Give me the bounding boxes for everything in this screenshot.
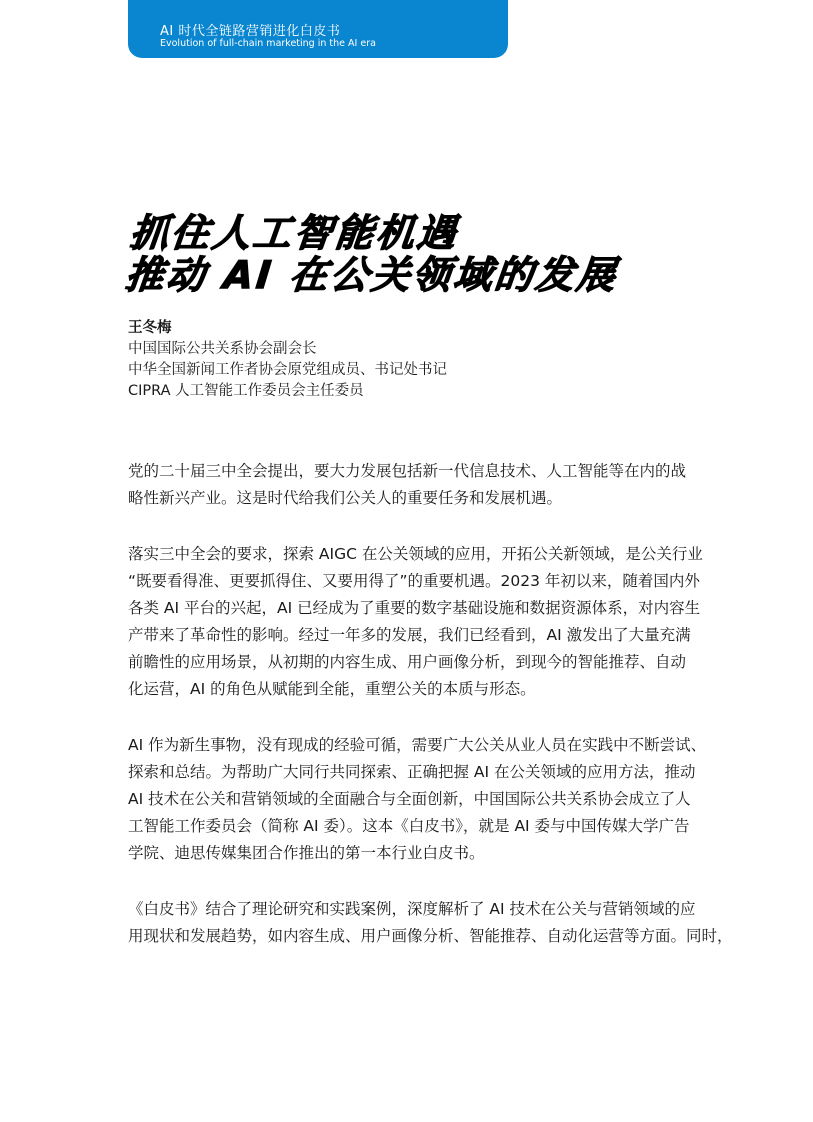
article-body bbox=[128, 458, 733, 979]
title-line-1: 抓住人工智能机遇 bbox=[127, 211, 461, 255]
paragraph-line: 产带来了革命性的影响。经过一年多的发展，我们已经看到，AI 激发出了大量充满 bbox=[128, 626, 691, 644]
author-role: CIPRA 人工智能工作委员会主任委员 bbox=[128, 383, 364, 399]
author-role: 中国国际公共关系协会副会长 bbox=[128, 341, 317, 357]
article-title bbox=[124, 212, 625, 296]
author-role: 中华全国新闻工作者协会原党组成员、书记处书记 bbox=[128, 362, 447, 378]
paragraph-line: 《白皮书》结合了理论研究和实践案例，深度解析了 AI 技术在公关与营销领域的应 bbox=[128, 900, 696, 918]
paragraph-line: 探索和总结。为帮助广大同行共同探索、正确把握 AI 在公关领域的应用方法，推动 bbox=[128, 763, 696, 781]
paragraph bbox=[128, 541, 703, 703]
paragraph bbox=[128, 896, 733, 950]
paragraph-line: 各类 AI 平台的兴起，AI 已经成为了重要的数字基础设施和数据资源体系，对内容生 bbox=[128, 599, 701, 617]
paragraph-line: AI 作为新生事物，没有现成的经验可循，需要广大公关从业人员在实践中不断尝试、 bbox=[128, 736, 707, 754]
paragraph-line: 化运营，AI 的角色从赋能到全能，重塑公关的本质与形态。 bbox=[128, 680, 536, 698]
paragraph-line: 用现状和发展趋势，如内容生成、用户画像分析、智能推荐、自动化运营等方面。同时， bbox=[128, 927, 733, 945]
paragraph-line: “既要看得准、更要抓得住、又要用得了”的重要机遇。2023 年初以来，随着国内外 bbox=[128, 572, 700, 590]
paragraph-line: 前瞻性的应用场景，从初期的内容生成、用户画像分析，到现今的智能推荐、自动 bbox=[128, 653, 687, 671]
running-header bbox=[128, 0, 508, 58]
author-block bbox=[128, 318, 447, 402]
paragraph bbox=[128, 732, 707, 867]
author-name: 王冬梅 bbox=[128, 320, 172, 336]
header-title-en: Evolution of full-chain marketing in the AI era bbox=[160, 38, 376, 49]
paragraph-line: 略性新兴产业。这是时代给我们公关人的重要任务和发展机遇。 bbox=[128, 489, 563, 507]
paragraph-line: 学院、迪思传媒集团合作推出的第一本行业白皮书。 bbox=[128, 844, 485, 862]
paragraph-line: AI 技术在公关和营销领域的全面融合与全面创新，中国国际公共关系协会成立了人 bbox=[128, 790, 691, 808]
paragraph-line: 落实三中全会的要求，探索 AIGC 在公关领域的应用，开拓公关新领域，是公关行业 bbox=[128, 545, 703, 563]
paragraph-line: 党的二十届三中全会提出，要大力发展包括新一代信息技术、人工智能等在内的战 bbox=[128, 462, 687, 480]
paragraph-line: 工智能工作委员会（简称 AI 委）。这本《白皮书》，就是 AI 委与中国传媒大学广告 bbox=[128, 817, 690, 835]
title-line-2: 推动 AI 在公关领域的发展 bbox=[123, 253, 621, 297]
paragraph bbox=[128, 458, 686, 512]
header-title-cn: AI 时代全链路营销进化白皮书 bbox=[160, 24, 341, 39]
